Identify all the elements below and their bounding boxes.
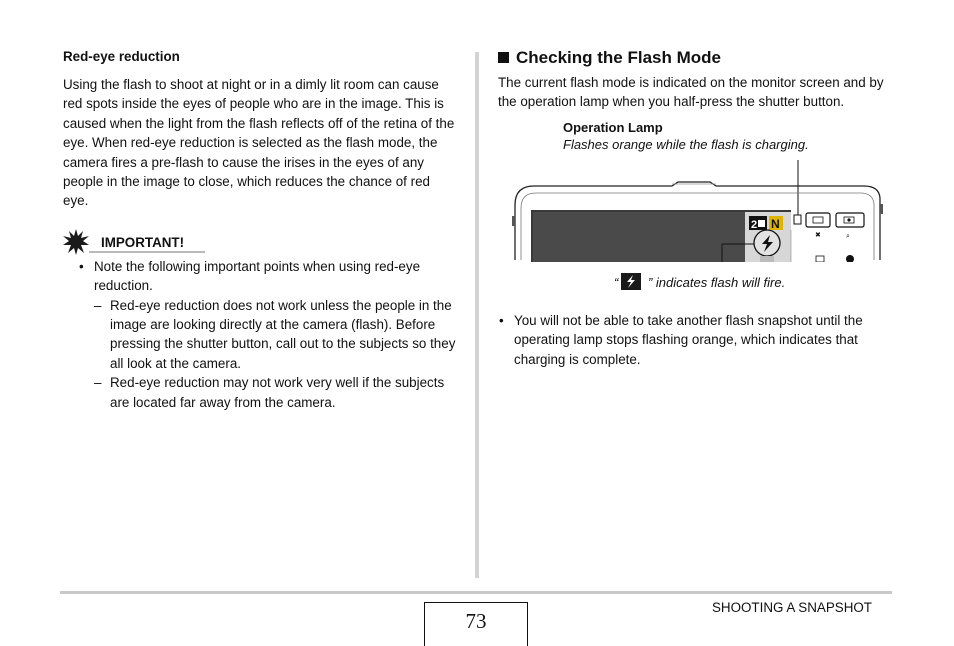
important-label: IMPORTANT! — [101, 234, 185, 250]
flash-mode-intro: The current flash mode is indicated on the monitor screen and by the operation lamp when you half-press the shutter button. — [498, 75, 884, 110]
important-burst-icon — [63, 229, 89, 255]
svg-text:✖: ✖ — [815, 232, 821, 239]
flash-icon — [621, 273, 641, 290]
red-eye-paragraph: Using the flash to shoot at night or in a dimly lit room can cause red spots inside the eyes of people who are in the image. This is caused when the light from the flash reflects off of the retina of the eye. When red-eye reduction is selected as the flash mode, the camera fires a pre-flash to cause the irises in the eyes of any people in the image to close, which reduces the chance of red eye. — [63, 77, 455, 209]
dash-item-1: – Red-eye reduction does not work unless the people in the image are looking directly at the camera (flash). Before pressing the shutter button, call out to the subjects so they all look at the camera. — [94, 296, 458, 374]
section-title — [498, 46, 721, 70]
operation-lamp-title: Operation Lamp — [563, 120, 663, 135]
important-header — [63, 229, 458, 257]
flash-indicator-caption — [614, 273, 785, 293]
dash-list — [94, 296, 458, 412]
left-column — [63, 47, 458, 412]
flash-caption-text: ” indicates flash will fire. — [644, 275, 786, 290]
operation-lamp-description: Flashes orange while the flash is charging. — [563, 137, 809, 152]
list-item: • You will not be able to take another flash snapshot until the operating lamp stops flashing orange, which indicates that charging is complete. — [498, 311, 893, 369]
svg-text:2: 2 — [751, 219, 758, 231]
chapter-label: SHOOTING A SNAPSHOT — [712, 600, 872, 615]
list-item — [63, 257, 458, 412]
square-bullet-icon — [498, 52, 509, 63]
dash-item-2: – Red-eye reduction may not work very well if the subjects are located far away from the camera. — [94, 373, 458, 412]
camera-back-illustration — [512, 160, 887, 262]
svg-text:N: N — [771, 217, 780, 231]
important-bullet-text: Note the following important points when using red-eye reduction. — [94, 258, 421, 294]
flash-note-list — [498, 311, 893, 369]
page-number: 73 — [465, 609, 487, 633]
flash-notes — [498, 311, 893, 369]
svg-text:⌕: ⌕ — [846, 233, 850, 240]
important-list — [63, 257, 458, 412]
flash-caption-open: “ — [614, 275, 619, 290]
footer-rule — [60, 591, 892, 594]
section-title-text: Checking the Flash Mode — [516, 48, 721, 67]
red-eye-heading: Red-eye reduction — [63, 49, 180, 64]
column-divider — [475, 52, 479, 578]
